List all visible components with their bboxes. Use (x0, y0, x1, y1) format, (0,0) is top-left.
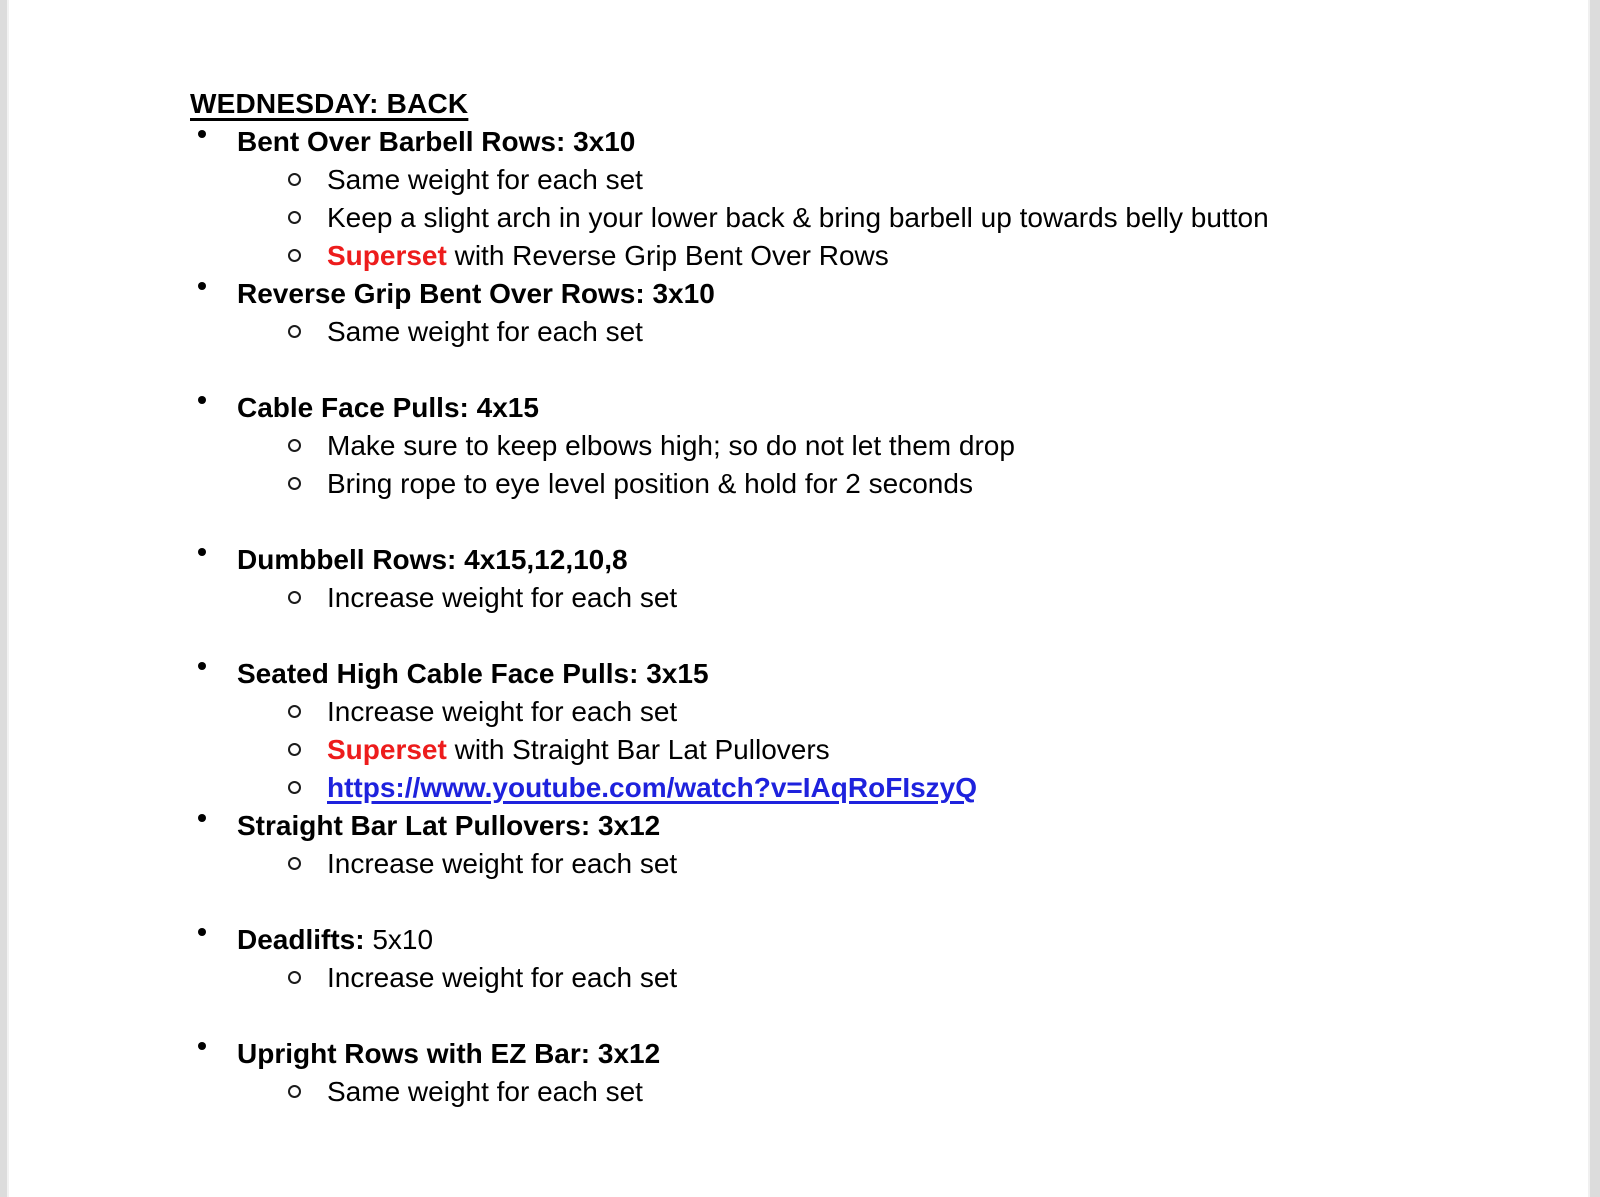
exercise-item (190, 123, 1570, 275)
circle-bullet-icon (288, 781, 301, 794)
note-item (190, 465, 1570, 503)
viewer-left-gutter (0, 0, 9, 1197)
note-item (190, 959, 1570, 997)
note-item (190, 427, 1570, 465)
exercise-name: Deadlifts: (237, 924, 365, 955)
circle-bullet-icon (288, 173, 301, 186)
exercise-name: Straight Bar Lat Pullovers: 3x12 (237, 810, 661, 841)
circle-bullet-icon (288, 743, 301, 756)
note-text: Bring rope to eye level position & hold for 2 seconds (327, 468, 973, 499)
exercise-heading (190, 541, 1570, 579)
note-text: with Reverse Grip Bent Over Rows (446, 240, 889, 271)
disc-bullet-icon (198, 814, 206, 822)
note-item (190, 199, 1570, 237)
note-item (190, 693, 1570, 731)
exercise-item (190, 541, 1570, 617)
note-text: Increase weight for each set (327, 582, 678, 613)
exercise-heading (190, 123, 1570, 161)
circle-bullet-icon (288, 325, 301, 338)
exercise-name: Cable Face Pulls: 4x15 (237, 392, 539, 423)
circle-bullet-icon (288, 971, 301, 984)
note-item (190, 769, 1570, 807)
exercise-heading (190, 921, 1570, 959)
exercise-item (190, 389, 1570, 503)
circle-bullet-icon (288, 857, 301, 870)
exercise-heading (190, 389, 1570, 427)
note-item (190, 313, 1570, 351)
disc-bullet-icon (198, 662, 206, 670)
viewer-right-gutter (1588, 0, 1600, 1197)
exercise-heading (190, 275, 1570, 313)
exercise-name: Bent Over Barbell Rows: 3x10 (237, 126, 636, 157)
exercise-name: Upright Rows with EZ Bar: 3x12 (237, 1038, 661, 1069)
note-item (190, 1073, 1570, 1111)
disc-bullet-icon (198, 396, 206, 404)
youtube-link[interactable]: https://www.youtube.com/watch?v=IAqRoFIszyQ (327, 772, 978, 803)
circle-bullet-icon (288, 249, 301, 262)
circle-bullet-icon (288, 705, 301, 718)
superset-label: Superset (327, 240, 447, 271)
note-text: Same weight for each set (327, 164, 643, 195)
note-item (190, 731, 1570, 769)
exercise-heading (190, 655, 1570, 693)
exercise-item (190, 807, 1570, 883)
exercise-name: Reverse Grip Bent Over Rows: 3x10 (237, 278, 715, 309)
note-text: Same weight for each set (327, 316, 643, 347)
exercise-name: Seated High Cable Face Pulls: 3x15 (237, 658, 709, 689)
disc-bullet-icon (198, 928, 206, 936)
disc-bullet-icon (198, 130, 206, 138)
exercise-item (190, 1035, 1570, 1111)
note-text: Increase weight for each set (327, 848, 678, 879)
circle-bullet-icon (288, 439, 301, 452)
note-item (190, 161, 1570, 199)
disc-bullet-icon (198, 1042, 206, 1050)
circle-bullet-icon (288, 591, 301, 604)
circle-bullet-icon (288, 477, 301, 490)
note-item (190, 845, 1570, 883)
disc-bullet-icon (198, 548, 206, 556)
circle-bullet-icon (288, 1085, 301, 1098)
circle-bullet-icon (288, 211, 301, 224)
exercise-heading (190, 807, 1570, 845)
note-text: Increase weight for each set (327, 696, 678, 727)
exercise-item (190, 921, 1570, 997)
exercise-heading (190, 1035, 1570, 1073)
exercise-item (190, 275, 1570, 351)
note-text: Make sure to keep elbows high; so do not let them drop (327, 430, 1015, 461)
note-text: Keep a slight arch in your lower back & bring barbell up towards belly button (327, 202, 1269, 233)
exercise-name: Dumbbell Rows: 4x15,12,10,8 (237, 544, 628, 575)
note-text: Increase weight for each set (327, 962, 678, 993)
superset-label: Superset (327, 734, 447, 765)
disc-bullet-icon (198, 282, 206, 290)
note-item (190, 237, 1570, 275)
exercise-list (190, 123, 1570, 1111)
note-item (190, 579, 1570, 617)
note-text: Same weight for each set (327, 1076, 643, 1107)
exercise-item (190, 655, 1570, 807)
exercise-reps: 5x10 (364, 924, 434, 955)
page-title: WEDNESDAY: BACK (190, 88, 469, 119)
note-text: with Straight Bar Lat Pullovers (446, 734, 830, 765)
